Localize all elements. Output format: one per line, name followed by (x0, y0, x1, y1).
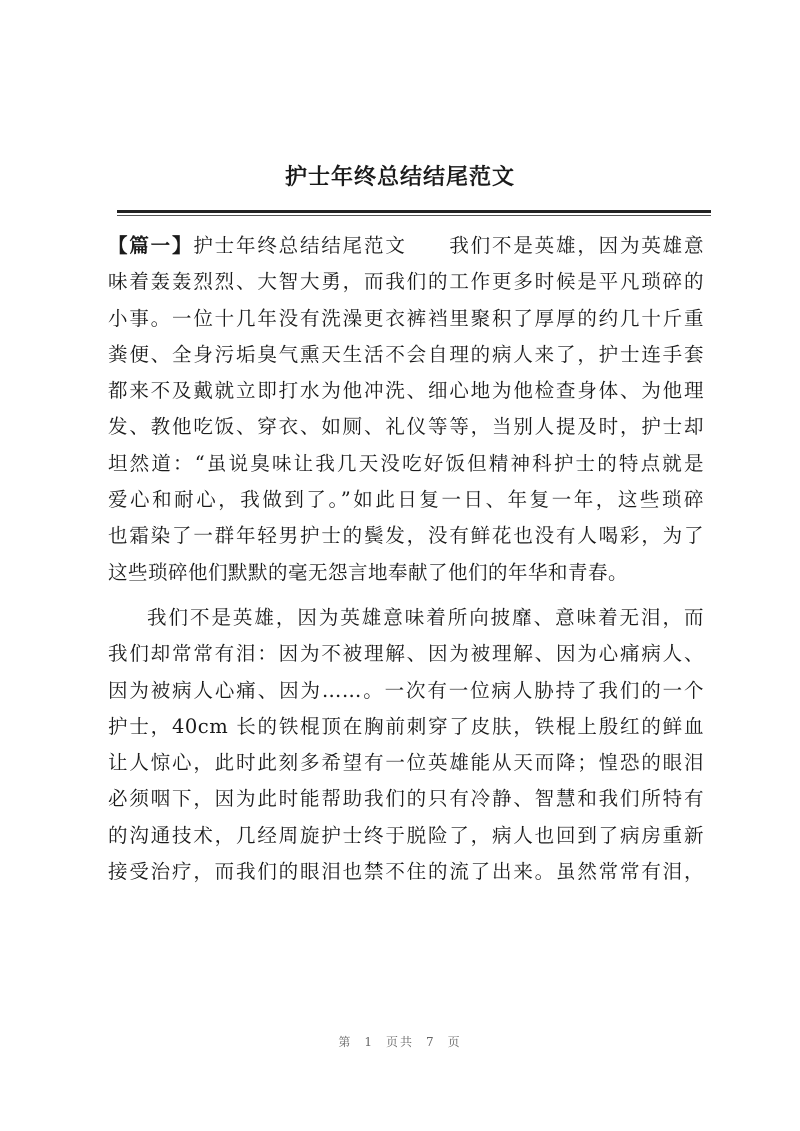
footer-page-number: 1 (364, 1035, 374, 1049)
title-divider-thick (117, 210, 711, 213)
text-line: 爱心和耐心，我做到了。”如此日复一日、年复一年，这些琐碎 (108, 488, 704, 512)
line-text: 护士年终总结结尾范文 我们不是英雄，因为英雄意 (193, 234, 704, 257)
text-line: 护士，40cm 长的铁棍顶在胸前刺穿了皮肤，铁棍上殷红的鲜血 (108, 714, 704, 738)
paragraph-gap (108, 591, 704, 600)
footer-total-pages: 7 (426, 1035, 436, 1049)
text-line: 都来不及戴就立即打水为他冲洗、细心地为他检查身体、为他理 (108, 379, 704, 403)
title-divider-thin (117, 215, 711, 216)
text-line: 我们不是英雄，因为英雄意味着所向披靡、意味着无泪，而 (147, 605, 704, 629)
document-body (108, 228, 704, 890)
text-line: 发、教他吃饭、穿衣、如厕、礼仪等等，当别人提及时，护士却 (108, 415, 704, 439)
footer-page-middle: 页共 (385, 1035, 414, 1049)
paragraph (108, 600, 704, 890)
footer-page-suffix: 页 (447, 1035, 462, 1049)
section-label: 【篇一】 (108, 234, 194, 257)
document-title: 护士年终总结结尾范文 (284, 164, 515, 190)
text-line (108, 228, 704, 264)
paragraph (108, 228, 704, 591)
page-footer (0, 1033, 800, 1050)
text-line: 味着轰轰烈烈、大智大勇，而我们的工作更多时候是平凡琐碎的 (108, 270, 704, 294)
text-line: 因为被病人心痛、因为……。一次有一位病人胁持了我们的一个 (108, 678, 704, 702)
text-line: 这些琐碎他们默默的毫无怨言地奉献了他们的年华和青春。 (108, 560, 629, 584)
text-line: 的沟通技术，几经周旋护士终于脱险了，病人也回到了病房重新 (108, 823, 704, 847)
text-line: 必须咽下，因为此时能帮助我们的只有冷静、智慧和我们所特有 (108, 787, 704, 811)
text-line: 我们却常常有泪：因为不被理解、因为被理解、因为心痛病人、 (108, 642, 704, 666)
text-line: 接受治疗，而我们的眼泪也禁不住的流了出来。虽然常常有泪， (108, 860, 704, 884)
text-line: 坦然道：“虽说臭味让我几天没吃好饭但精神科护士的特点就是 (108, 451, 704, 475)
footer-page-prefix: 第 (338, 1035, 353, 1049)
text-line: 让人惊心，此时此刻多希望有一位英雄能从天而降；惶恐的眼泪 (108, 751, 704, 775)
text-line: 粪便、全身污垢臭气熏天生活不会自理的病人来了，护士连手套 (108, 342, 704, 366)
text-line: 也霜染了一群年轻男护士的鬓发，没有鲜花也没有人喝彩，为了 (108, 524, 704, 548)
text-line: 小事。一位十几年没有洗澡更衣裤裆里聚积了厚厚的约几十斤重 (108, 306, 704, 330)
